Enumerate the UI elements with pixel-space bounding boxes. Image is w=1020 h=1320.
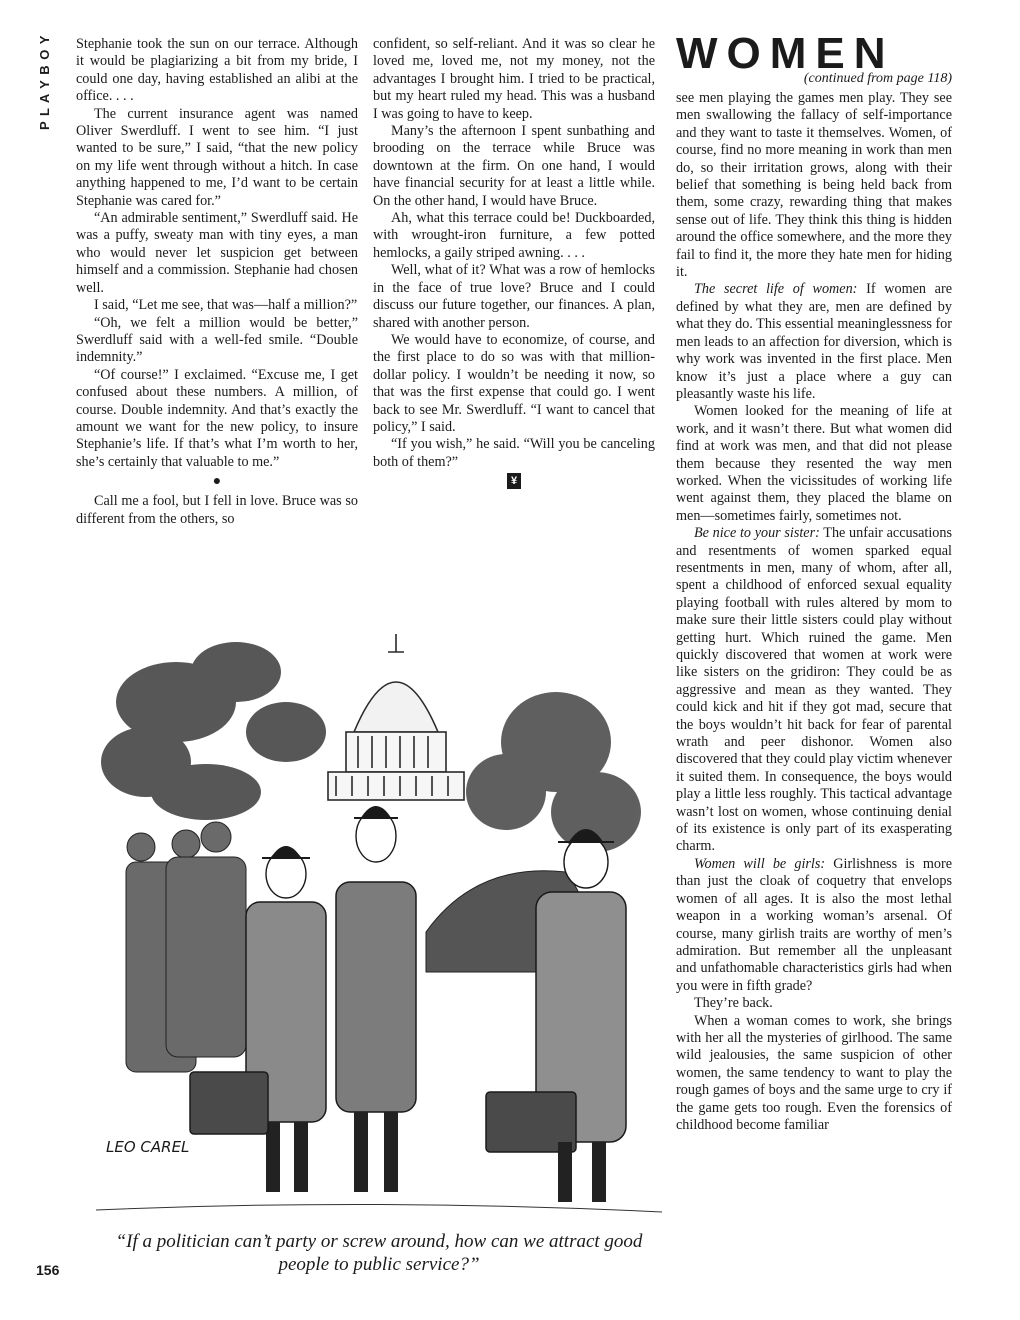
subhead: The secret life of women:: [694, 281, 858, 298]
subhead: Women will be girls:: [694, 855, 826, 872]
cartoon-illustration: [96, 612, 662, 1224]
politician-center: [336, 807, 416, 1192]
paragraph: We would have to economize, of course, and the first place to do so was with that million-dollar policy. I wouldn’t be needing it now, so that was the first expense that could go. I went back to see Mr. Swerdluff. “I want to cancel that policy,” I said.: [373, 331, 655, 435]
tree-right: [466, 692, 641, 852]
article-headline: WOMEN: [676, 29, 895, 78]
paragraph: Many’s the afternoon I spent sunbathing and brooding on the terrace while Bruce was downtown at the firm. On one hand, I would have financial security for at least a little while. On the other hand, I would have Bruce.: [373, 123, 655, 209]
paragraph: The secret life of women: If women are defined by what they are, men are defined by what they do. This essential meaninglessness for men leads to an affection for diversion, which is why work was invented in the first place. Men know it’s just a place where a guy can pleasantly waste his life.: [676, 281, 952, 402]
paragraph: Women looked for the meaning of life at work, and it wasn’t there. But what women did find at work was men, and that did not please them because they resented the way men worked. When the vicissitudes of working life went against them, they placed the blame on men—sometimes fairly, sometimes not.: [676, 403, 952, 524]
cartoon-caption: “If a politician can’t party or screw around, how can we attract good people to public service?”: [115, 1231, 643, 1275]
paragraph: When a woman comes to work, she brings with her all the mysteries of girlhood. The same wild jealousies, the same suspicion of other women, the same tendency to want to play the rough games of boys and the same urge to cry if the game gets too rough. Even the forensics of childhood become familiar: [676, 1012, 952, 1133]
capitol-dome: [328, 634, 464, 800]
paragraph: The current insurance agent was named Oliver Swerdluff. I went to see him. “I just wanted to be sure,” I said, “that the new policy on my life went through without a hitch. In case anything happened to me, I’d want to be certain Stephanie was cared for.”: [76, 105, 358, 209]
paragraph: I said, “Let me see, that was—half a million?”: [94, 297, 358, 314]
cartoon-signature: LEO CAREL: [106, 1138, 190, 1156]
paragraph: “If you wish,” he said. “Will you be canceling both of them?”: [373, 436, 655, 470]
tree-left: [101, 642, 326, 820]
paragraph: see men playing the games men play. They see men swallowing the fallacy of self-importance and they want to taste it themselves. Women, of course, find no more meaning in work than men do, so their irritation grows, along with their belief that something is being held back from them, some crazy, rewarding thing that makes sense out of life. They think this thing is hidden around the office somewhere, and the more they fail to find it, the more they hate men for hiding it.: [676, 90, 952, 281]
paragraph: Ah, what this terrace could be! Duckboarded, with wrought-iron furniture, a few potted hemlocks, a gaily striped awning. . . .: [373, 210, 655, 261]
section-break-dot: ●: [212, 474, 222, 490]
continued-from-line: (continued from page 118): [803, 71, 952, 86]
page-number: 156: [36, 1262, 60, 1278]
end-mark-icon: ¥: [507, 473, 521, 489]
paragraph: Women will be girls: Girlishness is more than just the cloak of coquetry that envelops women of all ages. It is also the most lethal weapon in a working woman’s arsenal. Of course, many girlish traits are worthy of men’s admiration. But remember all the unpleasant and unfathomable characteristics girls had when you were in fifth grade?: [676, 855, 952, 994]
paragraph: Stephanie took the sun on our terrace. Although it would be plagiarizing a bit from my bride, I could one day, having established an alibi at the office. . . .: [76, 36, 358, 105]
paragraph: “Oh, we felt a million would be better,” Swerdluff said with a well-fed smile. “Double indemnity.”: [76, 314, 358, 366]
paragraph: Call me a fool, but I fell in love. Bruce was so different from the others, so: [76, 493, 358, 527]
paragraph: Well, what of it? What was a row of hemlocks in the face of true love? Bruce and I could discuss our future together, our finances. A plan, shared with another person.: [373, 262, 655, 331]
subhead: Be nice to your sister:: [694, 525, 820, 542]
paragraph: “An admirable sentiment,” Swerdluff said. He was a puffy, sweaty man with tiny eyes, a man who would never let suspicion get between himself and a commission. Stephanie had chosen well.: [76, 210, 358, 296]
paragraph: confident, so self-reliant. And it was so clear he loved me, loved me, not my money, not the advantages I brought him. I tried to be practical, but my heart ruled my head. This was a husband I was going to have to keep.: [373, 36, 655, 122]
paragraph: Be nice to your sister: The unfair accusations and resentments of women sparked equal resentments in men, many of whom, after all, spent a childhood of enforced sexual equality playing football with rules altered by mom to make sure their little sisters could play without getting hurt. Which ruined the game. Men quickly discovered that women at work were like sisters on the gridiron: They could be as aggressive and mean as they wanted. They could kick and hit if they got mad, secure that the boys wouldn’t hit back for fear of parental wrath and peer dishonor. Women also discovered that they could play victim whenever it suited them. In consequence, the boys would play a little less roughly. This tactical advantage wasn’t lost on women, whose continuing denial of its existence is only part of its exasperating charm.: [676, 525, 952, 855]
paragraph: “Of course!” I exclaimed. “Excuse me, I get confused about these numbers. A million, of course. Double indemnity. And that’s exactly the amount we want for the new policy, to insure Stephanie’s life. If that’s what I’m worth to her, she’s certainly that valuable to me.”: [76, 366, 358, 470]
magazine-masthead: P L A Y B O Y: [37, 36, 52, 131]
crowd-background: [126, 822, 246, 1072]
story-column-1: [76, 36, 358, 528]
feature-column: [676, 90, 952, 1134]
story-column-2: [373, 36, 655, 489]
ground-line: [96, 1204, 662, 1212]
paragraph: They’re back.: [694, 995, 773, 1012]
